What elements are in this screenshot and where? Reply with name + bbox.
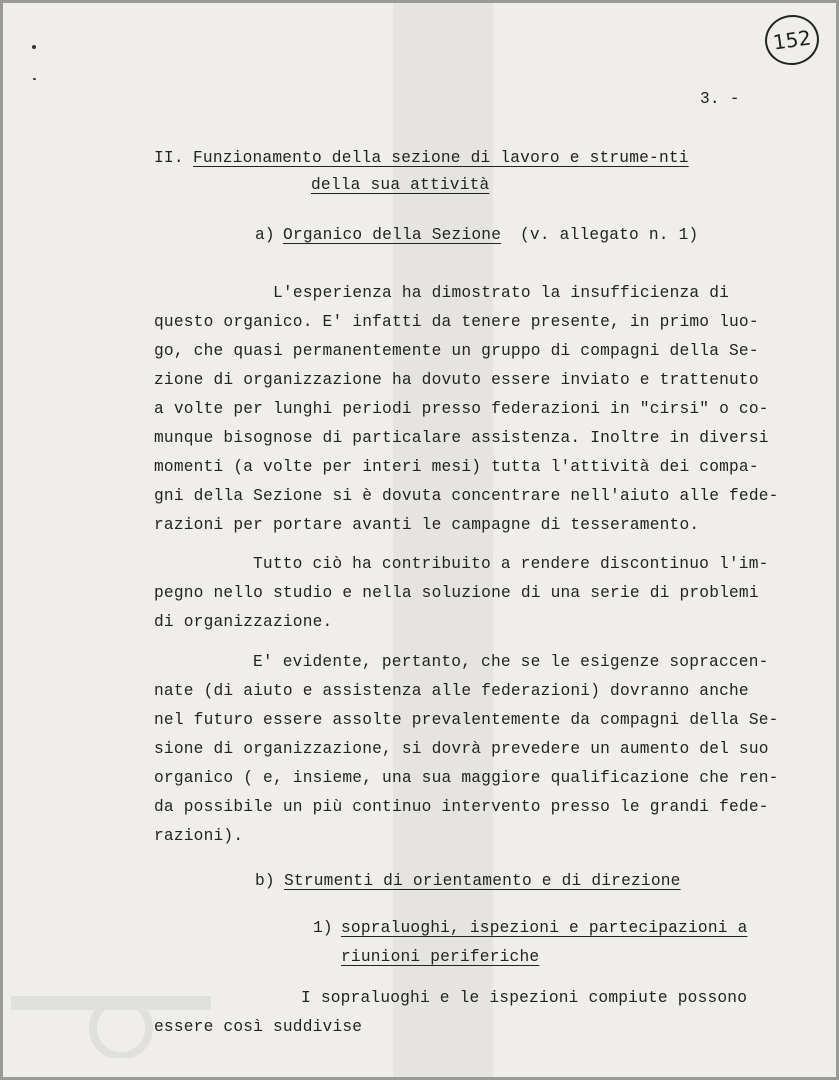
paragraph-line: di organizzazione. (154, 613, 333, 631)
paragraph-line: nate (di aiuto e assistenza alle federazioni) dovranno anche (154, 682, 749, 700)
paragraph-line: essere così suddivise (154, 1018, 363, 1036)
paragraph-line: organico ( e, insieme, una sua maggiore qualificazione che ren- (154, 769, 779, 787)
item-1-label: 1) (313, 919, 333, 937)
paragraph-line: L'esperienza ha dimostrato la insufficienza di (273, 284, 730, 302)
paragraph-line: da possibile un più continuo intervento presso le grandi fede- (154, 798, 769, 816)
item-1-title-line-1: sopraluoghi, ispezioni e partecipazioni a (341, 919, 748, 937)
punch-mark (33, 78, 36, 80)
paragraph-line: questo organico. E' infatti da tenere presente, in primo luo- (154, 313, 759, 331)
subsection-a-note: (v. allegato n. 1) (520, 226, 699, 244)
paragraph-line: go, che quasi permanentemente un gruppo di compagni della Se- (154, 342, 759, 360)
punch-mark (32, 45, 36, 49)
paragraph-line: munque bisognose di particalare assistenza. Inoltre in diversi (154, 429, 769, 447)
section-heading-line-1: Funzionamento della sezione di lavoro e strume-nti (193, 149, 689, 167)
subsection-b-label: b) (255, 872, 275, 890)
paragraph-line: razioni per portare avanti le campagne di tesseramento. (154, 516, 700, 534)
document-page (3, 3, 836, 1077)
paragraph-line: E' evidente, pertanto, che se le esigenze sopraccen- (253, 653, 769, 671)
item-1-title-line-2: riunioni periferiche (341, 948, 540, 966)
paragraph-line: zione di organizzazione ha dovuto essere inviato e trattenuto (154, 371, 759, 389)
paragraph-line: razioni). (154, 827, 244, 845)
subsection-a-title: Organico della Sezione (283, 226, 502, 244)
paragraph-line: a volte per lunghi periodi presso federazioni in "cirsi" o co- (154, 400, 769, 418)
section-heading-numeral: II. (154, 149, 184, 167)
subsection-b-title: Strumenti di orientamento e di direzione (284, 872, 681, 890)
paragraph-line: momenti (a volte per interi mesi) tutta l'attività dei compa- (154, 458, 759, 476)
paragraph-line: Tutto ciò ha contribuito a rendere discontinuo l'im- (253, 555, 769, 573)
page-number: 3. - (700, 90, 740, 108)
paragraph-line: I sopraluoghi e le ispezioni compiute possono (301, 989, 748, 1007)
paragraph-line: pegno nello studio e nella soluzione di una serie di problemi (154, 584, 759, 602)
paragraph-line: gni della Sezione si è dovuta concentrare nell'aiuto alle fede- (154, 487, 779, 505)
subsection-a-label: a) (255, 226, 275, 244)
paragraph-line: nel futuro essere assolte prevalentemente da compagni della Se- (154, 711, 779, 729)
section-heading-line-2: della sua attività (311, 176, 490, 194)
page-stamp: 152 (762, 11, 822, 68)
paragraph-line: sione di organizzazione, si dovrà prevedere un aumento del suo (154, 740, 769, 758)
